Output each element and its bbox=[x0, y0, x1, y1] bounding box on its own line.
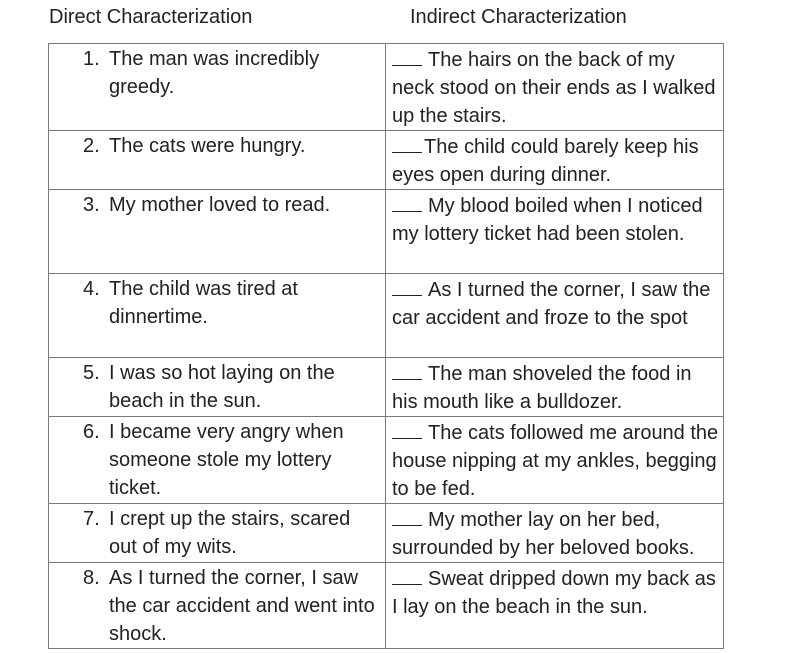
indirect-statement: As I turned the corner, I saw the car accident and froze to the spot bbox=[392, 279, 711, 329]
table-row bbox=[49, 131, 724, 190]
direct-cell bbox=[49, 274, 386, 358]
answer-blank[interactable] bbox=[392, 45, 422, 66]
indirect-cell bbox=[386, 563, 724, 649]
item-number: 3. bbox=[83, 194, 100, 216]
direct-statement: I was so hot laying on the beach in the sun. bbox=[109, 362, 335, 412]
indirect-statement: The hairs on the back of my neck stood on their ends as I walked up the stairs. bbox=[392, 49, 716, 127]
indirect-statement: The cats followed me around the house nipping at my ankles, begging to be fed. bbox=[392, 422, 719, 500]
indirect-cell bbox=[386, 131, 724, 190]
characterization-table bbox=[48, 43, 724, 649]
direct-statement: The cats were hungry. bbox=[109, 135, 306, 157]
table-row bbox=[49, 274, 724, 358]
indirect-statement: My blood boiled when I noticed my lottery ticket had been stolen. bbox=[392, 195, 703, 245]
answer-blank[interactable] bbox=[392, 359, 422, 380]
direct-cell bbox=[49, 417, 386, 504]
indirect-cell bbox=[386, 44, 724, 131]
direct-statement: As I turned the corner, I saw the car accident and went into shock. bbox=[109, 567, 375, 645]
direct-statement: The man was incredibly greedy. bbox=[109, 48, 320, 98]
answer-blank[interactable] bbox=[392, 191, 422, 212]
direct-cell bbox=[49, 131, 386, 190]
table-row bbox=[49, 44, 724, 131]
item-number: 4. bbox=[83, 278, 100, 300]
table-row bbox=[49, 417, 724, 504]
direct-cell bbox=[49, 358, 386, 417]
direct-statement: I became very angry when someone stole my lottery ticket. bbox=[109, 421, 344, 499]
answer-blank[interactable] bbox=[392, 505, 422, 526]
direct-statement: My mother loved to read. bbox=[109, 194, 331, 216]
item-number: 7. bbox=[83, 508, 100, 530]
item-number: 6. bbox=[83, 421, 100, 443]
answer-blank[interactable] bbox=[392, 132, 422, 153]
item-number: 1. bbox=[83, 48, 100, 70]
indirect-statement: The child could barely keep his eyes open during dinner. bbox=[392, 136, 699, 186]
item-number: 5. bbox=[83, 362, 100, 384]
direct-characterization-heading: Direct Characterization bbox=[49, 6, 253, 28]
worksheet-header bbox=[0, 0, 798, 40]
indirect-statement: My mother lay on her bed, surrounded by her beloved books. bbox=[392, 509, 695, 559]
indirect-cell bbox=[386, 190, 724, 274]
indirect-cell bbox=[386, 274, 724, 358]
direct-statement: The child was tired at dinnertime. bbox=[109, 278, 298, 328]
indirect-cell bbox=[386, 358, 724, 417]
table-row bbox=[49, 190, 724, 274]
answer-blank[interactable] bbox=[392, 564, 422, 585]
indirect-statement: The man shoveled the food in his mouth like a bulldozer. bbox=[392, 363, 692, 413]
table-row bbox=[49, 504, 724, 563]
direct-cell bbox=[49, 563, 386, 649]
indirect-characterization-heading: Indirect Characterization bbox=[410, 6, 627, 28]
answer-blank[interactable] bbox=[392, 418, 422, 439]
item-number: 2. bbox=[83, 135, 100, 157]
table-row bbox=[49, 358, 724, 417]
direct-cell bbox=[49, 44, 386, 131]
direct-cell bbox=[49, 504, 386, 563]
indirect-cell bbox=[386, 417, 724, 504]
item-number: 8. bbox=[83, 567, 100, 589]
direct-statement: I crept up the stairs, scared out of my wits. bbox=[109, 508, 351, 558]
direct-cell bbox=[49, 190, 386, 274]
table-row bbox=[49, 563, 724, 649]
answer-blank[interactable] bbox=[392, 275, 422, 296]
indirect-cell bbox=[386, 504, 724, 563]
indirect-statement: Sweat dripped down my back as I lay on the beach in the sun. bbox=[392, 568, 716, 618]
